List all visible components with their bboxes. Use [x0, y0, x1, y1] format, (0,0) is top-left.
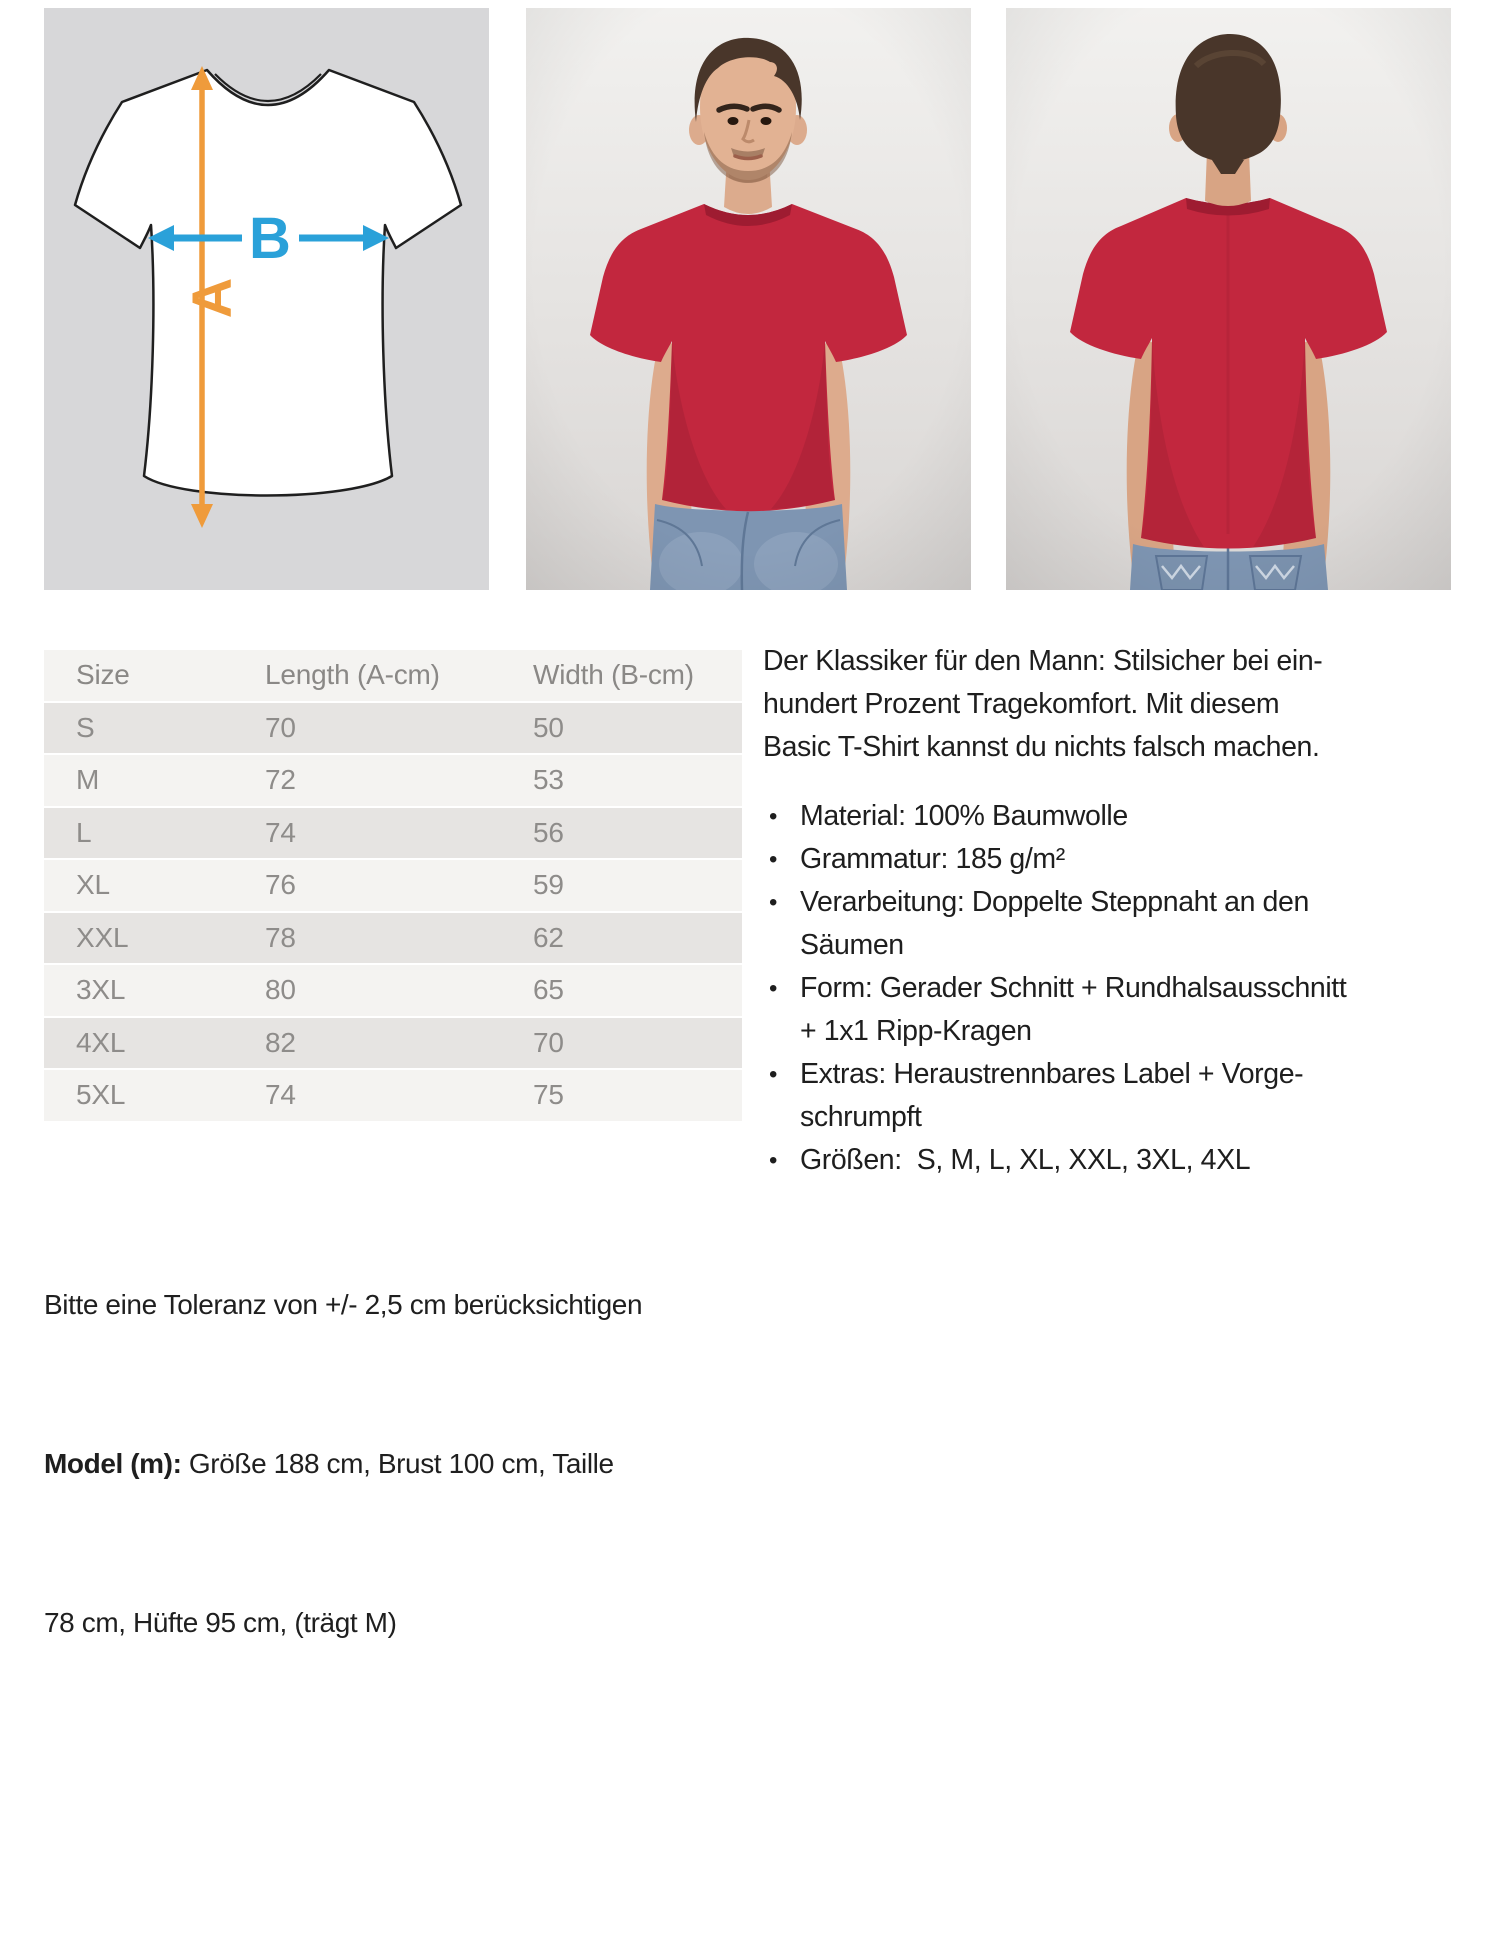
width-cell: 50: [533, 711, 564, 743]
model-note-line2: 78 cm, Hüfte 95 cm, (trägt M): [44, 1607, 397, 1638]
model-front-photo: [526, 8, 971, 590]
description-line: Basic T-Shirt kannst du nichts falsch machen.: [763, 731, 1320, 763]
size-table-row: [44, 703, 742, 754]
bullet-line: Größen: S, M, L, XL, XXL, 3XL, 4XL: [800, 1144, 1251, 1176]
length-cell: 76: [265, 869, 296, 901]
bullet-line: Extras: Heraustrennbares Label + Vorge-: [800, 1058, 1304, 1090]
bullet-line: Grammatur: 185 g/m²: [800, 843, 1065, 875]
size-table-row: [44, 860, 742, 911]
model-back-photo: [1006, 8, 1451, 590]
product-description: [763, 640, 1488, 769]
length-cell: 80: [265, 974, 296, 1006]
size-table-row: [44, 913, 742, 964]
bullet-line: Verarbeitung: Doppelte Steppnaht an den: [800, 886, 1309, 918]
length-cell: 74: [265, 1079, 296, 1111]
bullet-dot: •: [769, 1147, 778, 1174]
width-cell: 70: [533, 1026, 564, 1058]
size-diagram-image: [44, 8, 489, 590]
size-cell: L: [76, 816, 92, 848]
size-table-row: [44, 755, 742, 806]
width-cell: 59: [533, 869, 564, 901]
size-table-row: [44, 1070, 742, 1121]
bullet-lines: [800, 1139, 1488, 1182]
bullet-lines: [800, 967, 1488, 1053]
width-cell: 56: [533, 816, 564, 848]
tolerance-note: Bitte eine Toleranz von +/- 2,5 cm berücksichtigen: [44, 1289, 643, 1320]
bullet-item: [763, 881, 1488, 967]
bullet-line: Form: Gerader Schnitt + Rundhalsausschnitt: [800, 972, 1347, 1004]
bullet-item: [763, 967, 1488, 1053]
photo-vignette: [526, 8, 971, 590]
size-cell: 4XL: [76, 1026, 126, 1058]
bullet-dot: •: [769, 975, 778, 1002]
bullet-dot: •: [769, 846, 778, 873]
size-table: [44, 650, 742, 1123]
model-label: Model (m):: [44, 1448, 182, 1479]
bullet-line: schrumpft: [800, 1101, 922, 1133]
size-table-row: [44, 965, 742, 1016]
width-cell: 75: [533, 1079, 564, 1111]
header-width: Width (B-cm): [533, 659, 694, 691]
description-line: hundert Prozent Tragekomfort. Mit diesem: [763, 688, 1280, 720]
model-note-line1: [44, 1437, 744, 1490]
bullet-dot: •: [769, 803, 778, 830]
size-cell: XXL: [76, 921, 129, 953]
bullet-dot: •: [769, 1061, 778, 1088]
size-table-header-row: [44, 650, 742, 701]
size-cell: M: [76, 764, 100, 796]
header-size: Size: [76, 659, 130, 691]
length-cell: 70: [265, 711, 296, 743]
length-cell: 82: [265, 1026, 296, 1058]
bullet-lines: [800, 838, 1488, 881]
size-table-row: [44, 1018, 742, 1069]
length-cell: 74: [265, 816, 296, 848]
bullet-item: [763, 795, 1488, 838]
bullet-lines: [800, 795, 1488, 838]
bullet-lines: [800, 881, 1488, 967]
length-cell: 78: [265, 921, 296, 953]
size-cell: 5XL: [76, 1079, 126, 1111]
bullet-line: Material: 100% Baumwolle: [800, 800, 1128, 832]
width-cell: 65: [533, 974, 564, 1006]
label-a: A: [180, 277, 243, 319]
bullet-item: [763, 838, 1488, 881]
size-cell: S: [76, 711, 95, 743]
bullet-item: [763, 1053, 1488, 1139]
size-table-row: [44, 808, 742, 859]
model-measurements: Größe 188 cm, Brust 100 cm, Taille: [181, 1448, 614, 1479]
bullet-line: + 1x1 Ripp-Kragen: [800, 1015, 1032, 1047]
header-length: Length (A-cm): [265, 659, 440, 691]
bullet-lines: [800, 1053, 1488, 1139]
tolerance-model-note: [44, 1172, 744, 1702]
model-front-photo-panel: [526, 8, 971, 590]
bullet-line: Säumen: [800, 929, 904, 961]
size-diagram-panel: [44, 8, 489, 590]
bullet-item: [763, 1139, 1488, 1182]
width-cell: 62: [533, 921, 564, 953]
width-cell: 53: [533, 764, 564, 796]
size-cell: XL: [76, 869, 110, 901]
product-feature-list: [763, 795, 1488, 1182]
model-back-photo-panel: [1006, 8, 1451, 590]
description-line: Der Klassiker für den Mann: Stilsicher bei ein-: [763, 645, 1323, 677]
photo-vignette: [1006, 8, 1451, 590]
bullet-dot: •: [769, 889, 778, 916]
size-cell: 3XL: [76, 974, 126, 1006]
length-cell: 72: [265, 764, 296, 796]
size-table-body: [44, 703, 742, 1121]
label-b: B: [249, 206, 291, 271]
